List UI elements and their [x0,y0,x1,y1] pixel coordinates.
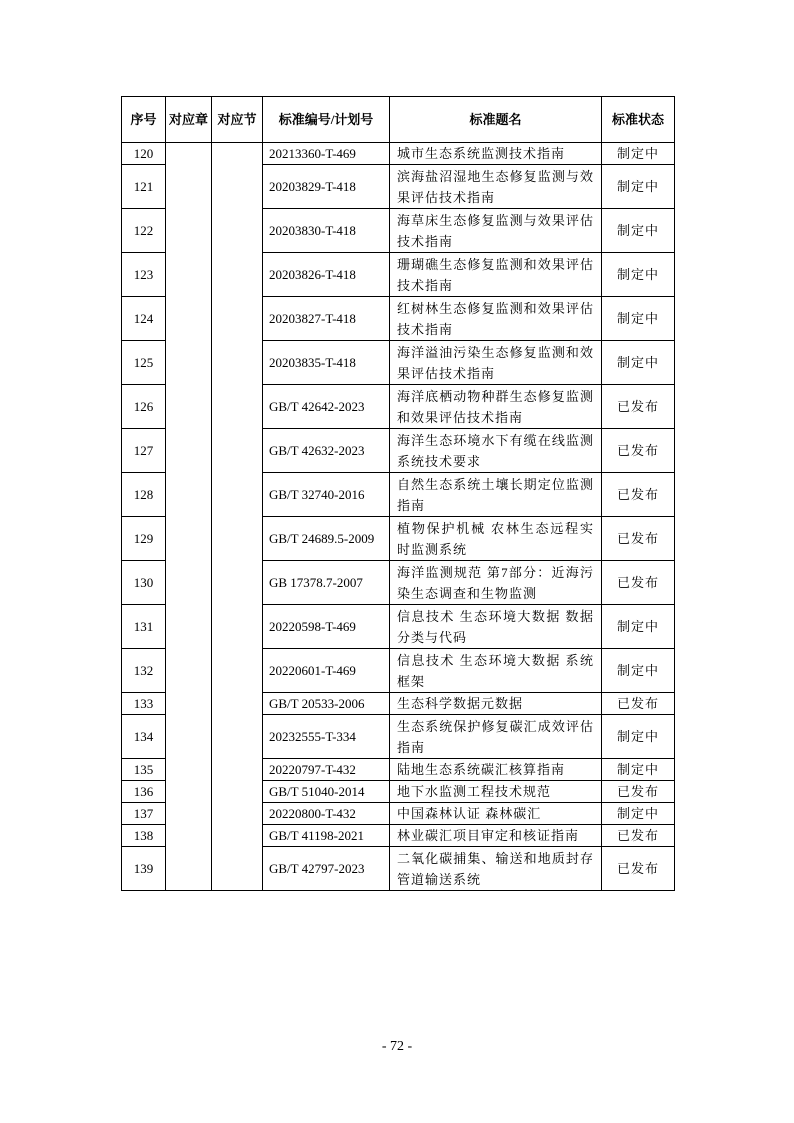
standard-status-cell: 已发布 [602,847,675,891]
standard-status-cell: 已发布 [602,825,675,847]
section-cell [212,143,263,891]
standard-status-cell: 已发布 [602,781,675,803]
standard-status-cell: 制定中 [602,209,675,253]
standard-code-cell: GB/T 41198-2021 [263,825,390,847]
standard-title-cell: 生态系统保护修复碳汇成效评估指南 [390,715,602,759]
standard-status-cell: 制定中 [602,165,675,209]
standard-code-cell: 20203829-T-418 [263,165,390,209]
standard-title-cell: 海洋监测规范 第7部分：近海污染生态调查和生物监测 [390,561,602,605]
table-body [122,143,675,891]
standard-title-cell: 红树林生态修复监测和效果评估技术指南 [390,297,602,341]
standard-title-cell: 海草床生态修复监测与效果评估技术指南 [390,209,602,253]
standard-code-cell: 20232555-T-334 [263,715,390,759]
standard-code-cell: GB/T 24689.5-2009 [263,517,390,561]
standard-title-cell: 信息技术 生态环境大数据 数据分类与代码 [390,605,602,649]
standard-code-cell: 20203830-T-418 [263,209,390,253]
page-number: - 72 - [381,1039,413,1054]
header-serial: 序号 [122,97,166,143]
serial-cell: 120 [122,143,166,165]
standard-code-cell: GB/T 42797-2023 [263,847,390,891]
table-row [122,143,675,165]
serial-cell: 129 [122,517,166,561]
serial-cell: 122 [122,209,166,253]
standard-code-cell: GB/T 51040-2014 [263,781,390,803]
standard-status-cell: 已发布 [602,561,675,605]
serial-cell: 137 [122,803,166,825]
standard-code-cell: GB/T 20533-2006 [263,693,390,715]
serial-cell: 123 [122,253,166,297]
standards-table [121,96,675,891]
standard-status-cell: 制定中 [602,803,675,825]
header-chapter: 对应章 [166,97,212,143]
standard-code-cell: GB/T 42642-2023 [263,385,390,429]
serial-cell: 134 [122,715,166,759]
header-section: 对应节 [212,97,263,143]
standard-title-cell: 生态科学数据元数据 [390,693,602,715]
header-standard-code: 标准编号/计划号 [263,97,390,143]
standard-code-cell: 20203827-T-418 [263,297,390,341]
standard-title-cell: 二氧化碳捕集、输送和地质封存管道输送系统 [390,847,602,891]
standard-title-cell: 陆地生态系统碳汇核算指南 [390,759,602,781]
standard-code-cell: 20220797-T-432 [263,759,390,781]
standard-status-cell: 制定中 [602,649,675,693]
standard-code-cell: 20220800-T-432 [263,803,390,825]
standard-title-cell: 海洋生态环境水下有缆在线监测系统技术要求 [390,429,602,473]
standard-status-cell: 制定中 [602,759,675,781]
standard-title-cell: 中国森林认证 森林碳汇 [390,803,602,825]
serial-cell: 125 [122,341,166,385]
standard-status-cell: 制定中 [602,715,675,759]
standard-status-cell: 已发布 [602,517,675,561]
serial-cell: 128 [122,473,166,517]
standard-title-cell: 海洋底栖动物种群生态修复监测和效果评估技术指南 [390,385,602,429]
header-standard-status: 标准状态 [602,97,675,143]
standard-status-cell: 已发布 [602,385,675,429]
standard-status-cell: 制定中 [602,297,675,341]
standard-status-cell: 已发布 [602,693,675,715]
header-standard-title: 标准题名 [390,97,602,143]
standard-code-cell: 20203835-T-418 [263,341,390,385]
standard-status-cell: 已发布 [602,473,675,517]
standard-status-cell: 制定中 [602,605,675,649]
standard-code-cell: GB/T 42632-2023 [263,429,390,473]
standard-status-cell: 制定中 [602,253,675,297]
serial-cell: 132 [122,649,166,693]
standard-code-cell: 20220601-T-469 [263,649,390,693]
table-header-row [122,97,675,143]
standard-code-cell: 20220598-T-469 [263,605,390,649]
standard-title-cell: 林业碳汇项目审定和核证指南 [390,825,602,847]
standard-code-cell: 20213360-T-469 [263,143,390,165]
standard-title-cell: 信息技术 生态环境大数据 系统框架 [390,649,602,693]
standard-code-cell: GB/T 32740-2016 [263,473,390,517]
standard-title-cell: 植物保护机械 农林生态远程实时监测系统 [390,517,602,561]
standard-title-cell: 自然生态系统土壤长期定位监测指南 [390,473,602,517]
standard-status-cell: 制定中 [602,143,675,165]
standard-title-cell: 滨海盐沼湿地生态修复监测与效果评估技术指南 [390,165,602,209]
serial-cell: 133 [122,693,166,715]
serial-cell: 136 [122,781,166,803]
serial-cell: 131 [122,605,166,649]
serial-cell: 121 [122,165,166,209]
standard-status-cell: 已发布 [602,429,675,473]
serial-cell: 138 [122,825,166,847]
serial-cell: 127 [122,429,166,473]
standard-code-cell: 20203826-T-418 [263,253,390,297]
standard-code-cell: GB 17378.7-2007 [263,561,390,605]
standard-title-cell: 海洋溢油污染生态修复监测和效果评估技术指南 [390,341,602,385]
serial-cell: 130 [122,561,166,605]
chapter-cell [166,143,212,891]
serial-cell: 126 [122,385,166,429]
standard-title-cell: 珊瑚礁生态修复监测和效果评估技术指南 [390,253,602,297]
standard-title-cell: 地下水监测工程技术规范 [390,781,602,803]
serial-cell: 124 [122,297,166,341]
serial-cell: 139 [122,847,166,891]
standard-title-cell: 城市生态系统监测技术指南 [390,143,602,165]
serial-cell: 135 [122,759,166,781]
standard-status-cell: 制定中 [602,341,675,385]
